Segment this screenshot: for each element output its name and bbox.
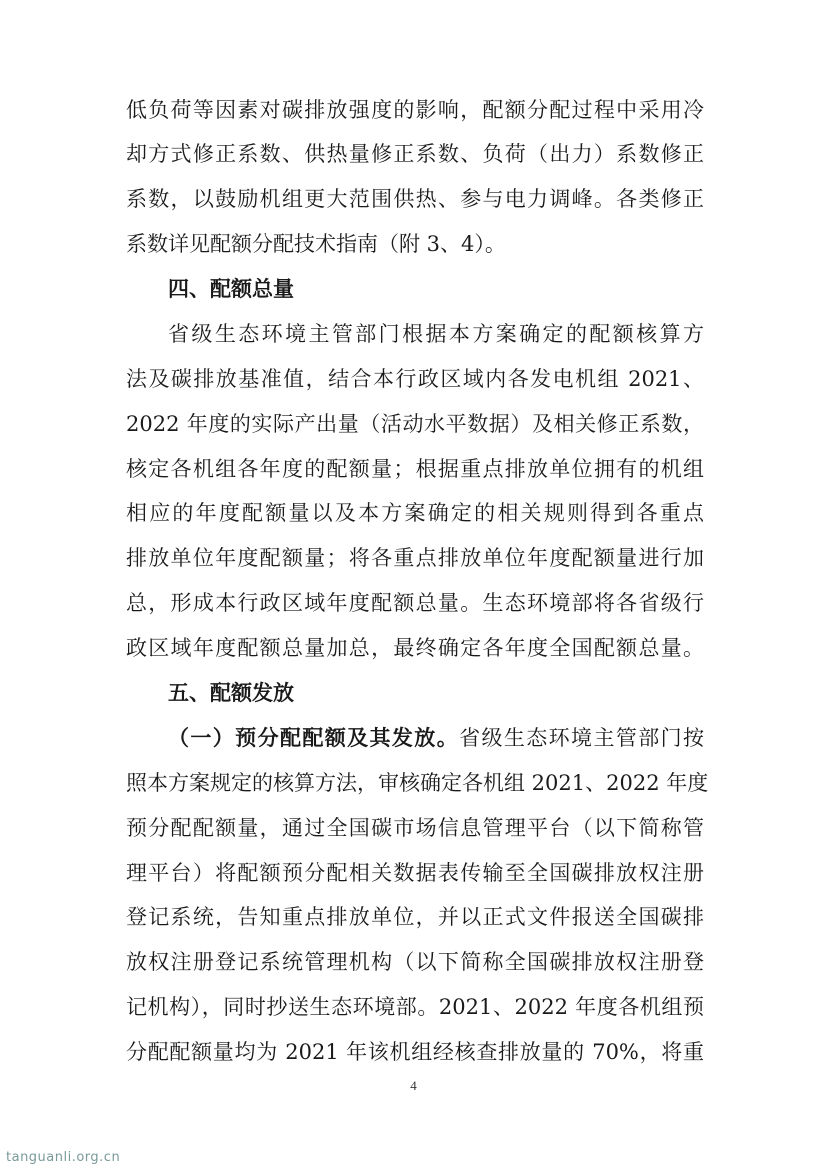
section-heading-5: 五、配额发放 (168, 681, 294, 705)
paragraph-line: 系数详见配额分配技术指南（附 3、4）。 (126, 232, 506, 257)
paragraph-text: 省级生态环境主管部门按 (459, 725, 705, 750)
paragraph-line: 政区域年度配额总量加总，最终确定各年度全国配额总量。 (126, 636, 704, 661)
paragraph-line: 系数，以鼓励机组更大范围供热、参与电力调峰。各类修正 (126, 187, 704, 212)
paragraph-line: 登记系统，告知重点排放单位，并以正式文件报送全国碳排 (126, 905, 704, 930)
paragraph-line: 总，形成本行政区域年度配额总量。生态环境部将各省级行 (126, 591, 704, 616)
paragraph-line: 记机构），同时抄送生态环境部。2021、2022 年度各机组预 (126, 995, 704, 1020)
paragraph-line: 排放单位年度配额量；将各重点排放单位年度配额量进行加 (126, 546, 704, 571)
site-watermark: tanguanli.org.cn (6, 1150, 121, 1165)
paragraph-line: 理平台）将配额预分配相关数据表传输至全国碳排放权注册 (126, 860, 704, 885)
subsection-lead: （一）预分配配额及其发放。 (168, 725, 460, 750)
paragraph-line: 核定各机组各年度的配额量；根据重点排放单位拥有的机组 (126, 456, 704, 481)
paragraph-first-line (168, 724, 704, 752)
paragraph-line: 照本方案规定的核算方法，审核确定各机组 2021、2022 年度 (126, 770, 709, 795)
paragraph-line: 省级生态环境主管部门根据本方案确定的配额核算方 (168, 321, 704, 346)
paragraph-line: 法及碳排放基准值，结合本行政区域内各发电机组 2021、 (126, 366, 704, 391)
paragraph-line: 相应的年度配额量以及本方案确定的相关规则得到各重点 (126, 501, 704, 526)
paragraph-line: 分配配额量均为 2021 年该机组经核查排放量的 70%，将重 (126, 1040, 704, 1065)
paragraph-line: 预分配配额量，通过全国碳市场信息管理平台（以下简称管 (126, 815, 704, 840)
paragraph-line: 却方式修正系数、供热量修正系数、负荷（出力）系数修正 (126, 142, 704, 167)
page-number: 4 (410, 1078, 417, 1093)
paragraph-line: 低负荷等因素对碳排放强度的影响，配额分配过程中采用冷 (126, 97, 704, 122)
paragraph-line: 2022 年度的实际产出量（活动水平数据）及相关修正系数， (126, 411, 704, 436)
paragraph-line: 放权注册登记系统管理机构（以下简称全国碳排放权注册登 (126, 950, 704, 975)
section-heading-4: 四、配额总量 (168, 277, 294, 302)
